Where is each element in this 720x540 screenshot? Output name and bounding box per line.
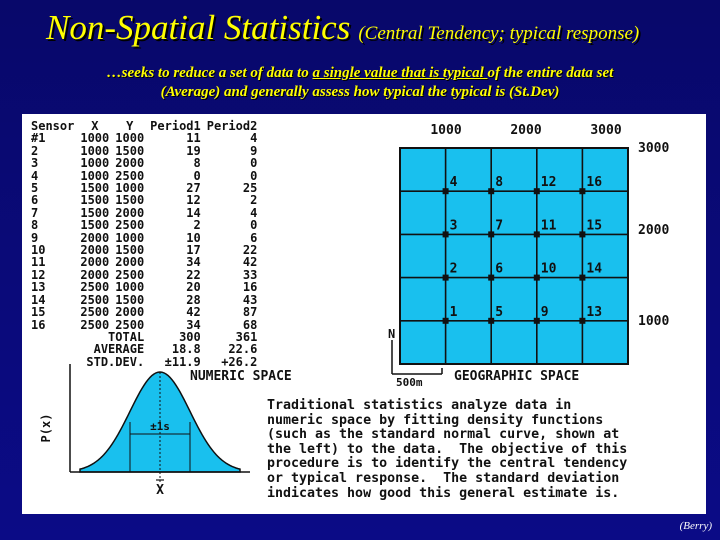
sensor-point xyxy=(534,231,540,237)
table-cell: 28 xyxy=(186,292,201,307)
table-cell: 1500 xyxy=(115,292,145,307)
table-row xyxy=(28,319,260,331)
geo-grid xyxy=(388,123,669,389)
sensor-point xyxy=(579,275,585,281)
table-cell: 2500 xyxy=(80,317,110,332)
table-cell: 14 xyxy=(31,292,46,307)
header-y: Y xyxy=(126,119,134,133)
content-panel xyxy=(22,114,706,514)
table-row xyxy=(28,232,260,244)
table-cell: 2000 xyxy=(80,255,110,270)
table-cell: 1500 xyxy=(115,143,145,158)
table-row xyxy=(28,306,260,318)
sensor-point-label: 14 xyxy=(586,261,603,277)
table-cell: 2000 xyxy=(115,156,145,171)
stddev-p2: +26.2 xyxy=(221,354,258,369)
table-row xyxy=(28,207,260,219)
table-row xyxy=(28,170,260,182)
sensor-point xyxy=(579,188,585,194)
sensor-point xyxy=(488,231,494,237)
average-p1: 18.8 xyxy=(171,342,201,357)
scale-label: 500m xyxy=(396,376,423,389)
table-cell: 4 xyxy=(31,168,39,183)
table-cell: 5 xyxy=(31,181,39,196)
table-cell: 43 xyxy=(242,292,258,307)
header-sensor: Sensor xyxy=(31,119,75,133)
geo-y-tick-label: 2000 xyxy=(638,223,670,238)
sensor-point xyxy=(443,188,449,194)
table-row xyxy=(28,294,260,306)
y-axis-label: P(x) xyxy=(39,413,53,443)
table-cell: 2 xyxy=(193,218,201,233)
table-cell: 1000 xyxy=(80,143,110,158)
total-p1: 300 xyxy=(179,329,201,344)
total-row xyxy=(28,331,260,343)
geo-x-tick-label: 3000 xyxy=(590,123,622,138)
table-row xyxy=(28,256,260,268)
sensor-point-label: 16 xyxy=(586,175,603,191)
table-cell: 9 xyxy=(250,143,258,158)
description-text: Traditional statistics analyze data in numeric space by fitting density functions (such as the standard normal curve, shown at the left) to the data. The objective of this procedure is to identify the central tendency or typical response. The standard deviation indicates how good this general estimate is. xyxy=(267,398,628,501)
table-cell: 8 xyxy=(31,218,39,233)
table-cell: 1500 xyxy=(80,218,110,233)
table-cell: 22 xyxy=(186,267,201,282)
geo-x-tick-label: 2000 xyxy=(510,123,542,138)
table-cell: #1 xyxy=(31,131,46,146)
numeric-space-diagram xyxy=(30,364,260,504)
table-cell: 2500 xyxy=(80,305,110,320)
subtitle-prefix: …seeks to reduce a set of data to xyxy=(106,65,313,81)
stddev-p1: ±11.9 xyxy=(164,354,201,369)
title-sub: (Central Tendency; typical response) xyxy=(358,23,640,44)
sensor-point-label: 12 xyxy=(540,175,557,191)
total-p2: 361 xyxy=(235,329,258,344)
table-cell: 16 xyxy=(31,317,46,332)
table-cell: 2000 xyxy=(80,230,110,245)
x-axis-label: X xyxy=(156,483,164,498)
sensor-point-label: 9 xyxy=(540,304,549,320)
table-cell: 34 xyxy=(186,317,201,332)
table-cell: 4 xyxy=(250,131,258,146)
table-cell: 0 xyxy=(250,218,258,233)
footer-credit: (Berry) xyxy=(679,520,712,532)
sensor-point xyxy=(443,318,449,324)
table-cell: 68 xyxy=(242,317,258,332)
sensor-point-label: 4 xyxy=(449,175,458,191)
table-cell: 11 xyxy=(186,131,201,146)
table-cell: 2000 xyxy=(80,267,110,282)
table-cell: 19 xyxy=(186,143,201,158)
geographic-space-label: GEOGRAPHIC SPACE xyxy=(454,369,580,384)
sensor-point xyxy=(579,231,585,237)
sensor-point-label: 5 xyxy=(495,304,504,320)
table-cell: 42 xyxy=(186,305,201,320)
table-cell: 15 xyxy=(31,305,46,320)
table-cell: 34 xyxy=(186,255,201,270)
bell-curve-group xyxy=(39,364,250,498)
table-cell: 1000 xyxy=(115,131,145,146)
table-row xyxy=(28,145,260,157)
sensor-point xyxy=(488,318,494,324)
sensor-point-label: 7 xyxy=(495,218,504,234)
sensor-point xyxy=(443,275,449,281)
sensor-point-label: 10 xyxy=(540,261,557,277)
table-cell: 1000 xyxy=(115,230,145,245)
table-cell: 2 xyxy=(250,193,258,208)
table-cell: 2000 xyxy=(115,205,145,220)
sensor-point-label: 15 xyxy=(586,218,603,234)
table-row xyxy=(28,244,260,256)
table-cell: 87 xyxy=(242,305,258,320)
table-cell: 1000 xyxy=(80,156,110,171)
table-cell: 2500 xyxy=(80,280,110,295)
sensor-point xyxy=(488,275,494,281)
table-cell: 8 xyxy=(193,156,201,171)
table-cell: 2500 xyxy=(115,317,145,332)
slide-title xyxy=(46,8,716,52)
table-cell: 9 xyxy=(31,230,39,245)
title-main: Non-Spatial Statistics xyxy=(46,8,351,47)
subtitle-line1 xyxy=(20,64,700,83)
sensor-point-label: 6 xyxy=(495,261,504,277)
table-cell: 13 xyxy=(31,280,46,295)
sensor-point xyxy=(488,188,494,194)
sensor-table-body xyxy=(28,132,260,331)
sensor-point xyxy=(443,231,449,237)
geo-y-tick-label: 1000 xyxy=(638,314,670,329)
summary-rows xyxy=(28,331,260,368)
table-cell: 17 xyxy=(186,243,201,258)
table-cell: 2500 xyxy=(115,267,145,282)
table-cell: 2500 xyxy=(115,218,145,233)
table-cell: 0 xyxy=(250,168,258,183)
table-cell: 12 xyxy=(31,267,46,282)
table-cell: 10 xyxy=(31,243,46,258)
table-row xyxy=(28,194,260,206)
table-row xyxy=(28,132,260,144)
table-cell: 1000 xyxy=(115,181,145,196)
table-cell: 16 xyxy=(242,280,258,295)
table-cell: 7 xyxy=(31,205,39,220)
sensor-point xyxy=(534,275,540,281)
sensor-point xyxy=(534,318,540,324)
geo-x-tick-label: 1000 xyxy=(430,123,462,138)
table-cell: 4 xyxy=(250,205,258,220)
table-cell: 2500 xyxy=(80,292,110,307)
subtitle-underlined: a single value that is typical xyxy=(312,65,488,81)
subtitle-suffix: of the entire data set xyxy=(487,65,614,81)
table-cell: 6 xyxy=(250,230,258,245)
table-cell: 1000 xyxy=(80,131,110,146)
sensor-point-label: 1 xyxy=(449,304,458,320)
table-row xyxy=(28,219,260,231)
table-cell: 1000 xyxy=(115,280,145,295)
table-cell: 10 xyxy=(186,230,201,245)
table-cell: 2500 xyxy=(115,168,145,183)
header-period2: Period2 xyxy=(206,119,258,133)
table-cell: 25 xyxy=(242,181,258,196)
table-cell: 27 xyxy=(186,181,201,196)
stddev-label: STD.DEV. xyxy=(86,354,145,369)
table-cell: 2000 xyxy=(115,305,145,320)
sensor-table xyxy=(28,120,260,368)
table-cell: 42 xyxy=(242,255,258,270)
table-cell: 3 xyxy=(31,156,39,171)
table-cell: 6 xyxy=(31,193,39,208)
table-cell: 1500 xyxy=(80,205,110,220)
total-label: TOTAL xyxy=(108,329,145,344)
table-cell: 20 xyxy=(186,280,201,295)
sensor-point-label: 13 xyxy=(586,304,603,320)
sensor-point-label: 11 xyxy=(540,218,557,234)
north-label: N xyxy=(388,327,396,341)
sensor-point-label: 2 xyxy=(449,261,458,277)
table-cell: 1500 xyxy=(115,243,145,258)
slide-subtitle xyxy=(20,64,700,102)
average-p2: 22.6 xyxy=(228,342,258,357)
sigma-label: ±1s xyxy=(150,420,170,433)
average-row xyxy=(28,343,260,355)
sensor-point xyxy=(579,318,585,324)
table-cell: 1500 xyxy=(80,193,110,208)
table-row xyxy=(28,269,260,281)
table-cell: 1500 xyxy=(115,193,145,208)
table-cell: 1000 xyxy=(80,168,110,183)
table-row xyxy=(28,281,260,293)
header-period1: Period1 xyxy=(150,119,201,133)
table-cell: 2000 xyxy=(80,243,110,258)
table-cell: 0 xyxy=(193,168,201,183)
table-cell: 12 xyxy=(186,193,201,208)
table-cell: 2 xyxy=(31,143,39,158)
subtitle-line2: (Average) and generally assess how typical the typical is (St.Dev) xyxy=(160,84,560,100)
table-cell: 0 xyxy=(250,156,258,171)
geo-y-tick-label: 3000 xyxy=(638,141,670,156)
table-cell: 14 xyxy=(186,205,201,220)
table-cell: 22 xyxy=(242,243,258,258)
average-label: AVERAGE xyxy=(93,342,145,357)
table-row xyxy=(28,182,260,194)
table-cell: 33 xyxy=(242,267,258,282)
numeric-space-label: NUMERIC SPACE xyxy=(190,369,292,384)
table-header-row xyxy=(28,120,260,132)
table-cell: 2000 xyxy=(115,255,145,270)
sensor-point xyxy=(534,188,540,194)
sensor-point-label: 3 xyxy=(449,218,458,234)
sensor-point-label: 8 xyxy=(495,175,504,191)
table-cell: 11 xyxy=(31,255,46,270)
header-x: X xyxy=(91,119,99,133)
table-cell: 1500 xyxy=(80,181,110,196)
table-row xyxy=(28,157,260,169)
